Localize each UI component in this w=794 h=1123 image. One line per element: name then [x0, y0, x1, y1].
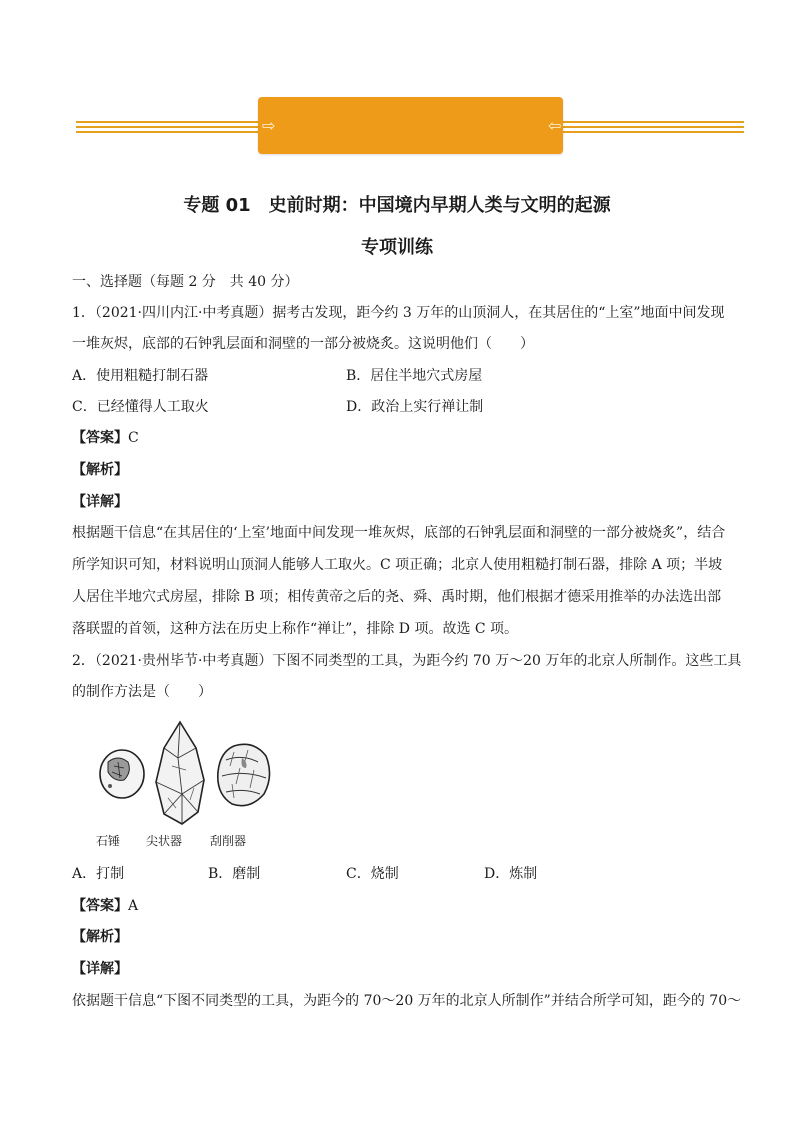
page-title: 专题 01 史前时期：中国境内早期人类与文明的起源: [183, 195, 611, 216]
caption-hammerstone: 石锤: [96, 834, 121, 848]
section-heading: 一、选择题（每题 2 分 共 40 分）: [72, 274, 299, 290]
q2-option-b: B．磨制: [208, 866, 261, 882]
q1-answer-label: 【答案】: [72, 430, 128, 446]
q1-detail-label: 【详解】: [72, 494, 128, 510]
q2-answer: [72, 896, 138, 916]
scraper-image: [218, 744, 270, 805]
q1-detail-line4: 落联盟的首领，这种方法在历史上称作“禅让”，排除 D 项。故选 C 项。: [72, 621, 519, 637]
q2-stem-line1: 2．（2021·贵州毕节·中考真题）下图不同类型的工具，为距今约 70 万～20 万年的北京人所制作。这些工具: [72, 653, 742, 669]
q2-detail-label: 【详解】: [72, 961, 128, 977]
q2-analysis-label: 【解析】: [72, 929, 128, 945]
q2-detail-line1: 依据题干信息“下图不同类型的工具，为距今的 70～20 万年的北京人所制作”并结合所学可知，距今的 70～: [72, 993, 742, 1009]
q2-option-a: A．打制: [72, 866, 125, 882]
q1-analysis-label: 【解析】: [72, 462, 128, 478]
q1-option-c: C．已经懂得人工取火: [72, 399, 209, 415]
caption-point-tool: 尖状器: [146, 834, 183, 848]
hammerstone-image: [100, 750, 144, 798]
q1-answer: [72, 428, 139, 448]
q2-option-d: D．炼制: [484, 866, 538, 882]
q1-detail-line1: 根据题干信息“在其居住的‘上室’地面中间发现一堆灰烬，底部的石钟乳层面和洞壁的一部分被烧炙”，结合: [72, 525, 726, 541]
point-tool-image: [156, 722, 204, 824]
q1-option-b: B．居住半地穴式房屋: [346, 368, 483, 384]
banner-box: [258, 97, 563, 154]
q2-stem-line2: 的制作方法是（ ）: [72, 684, 212, 700]
q1-stem-line1: 1．（2021·四川内江·中考真题）据考古发现，距今约 3 万年的山顶洞人，在其居住的“上室”地面中间发现: [72, 305, 725, 321]
arrow-right-icon: ⇨: [262, 116, 276, 135]
q1-option-d: D．政治上实行禅让制: [346, 399, 484, 415]
q1-answer-value: C: [128, 430, 139, 446]
q2-option-c: C．烧制: [346, 866, 399, 882]
q1-detail-line2: 所学知识可知，材料说明山顶洞人能够人工取火。C 项正确；北京人使用粗糙打制石器，排除 A 项；半坡: [72, 557, 723, 573]
q1-option-a: A．使用粗糙打制石器: [72, 368, 209, 384]
q2-answer-value: A: [128, 898, 139, 914]
stone-tools-figure: [94, 718, 274, 853]
arrow-left-icon: ⇦: [548, 116, 562, 135]
caption-scraper: 刮削器: [210, 834, 247, 848]
q2-answer-label: 【答案】: [72, 898, 128, 914]
page-subtitle: 专项训练: [361, 237, 433, 258]
q1-detail-line3: 人居住半地穴式房屋，排除 B 项；相传黄帝之后的尧、舜、禹时期，他们根据才德采用推举的办法选出部: [72, 589, 722, 605]
q1-stem-line2: 一堆灰烬，底部的石钟乳层面和洞壁的一部分被烧炙。这说明他们（ ）: [72, 336, 534, 352]
